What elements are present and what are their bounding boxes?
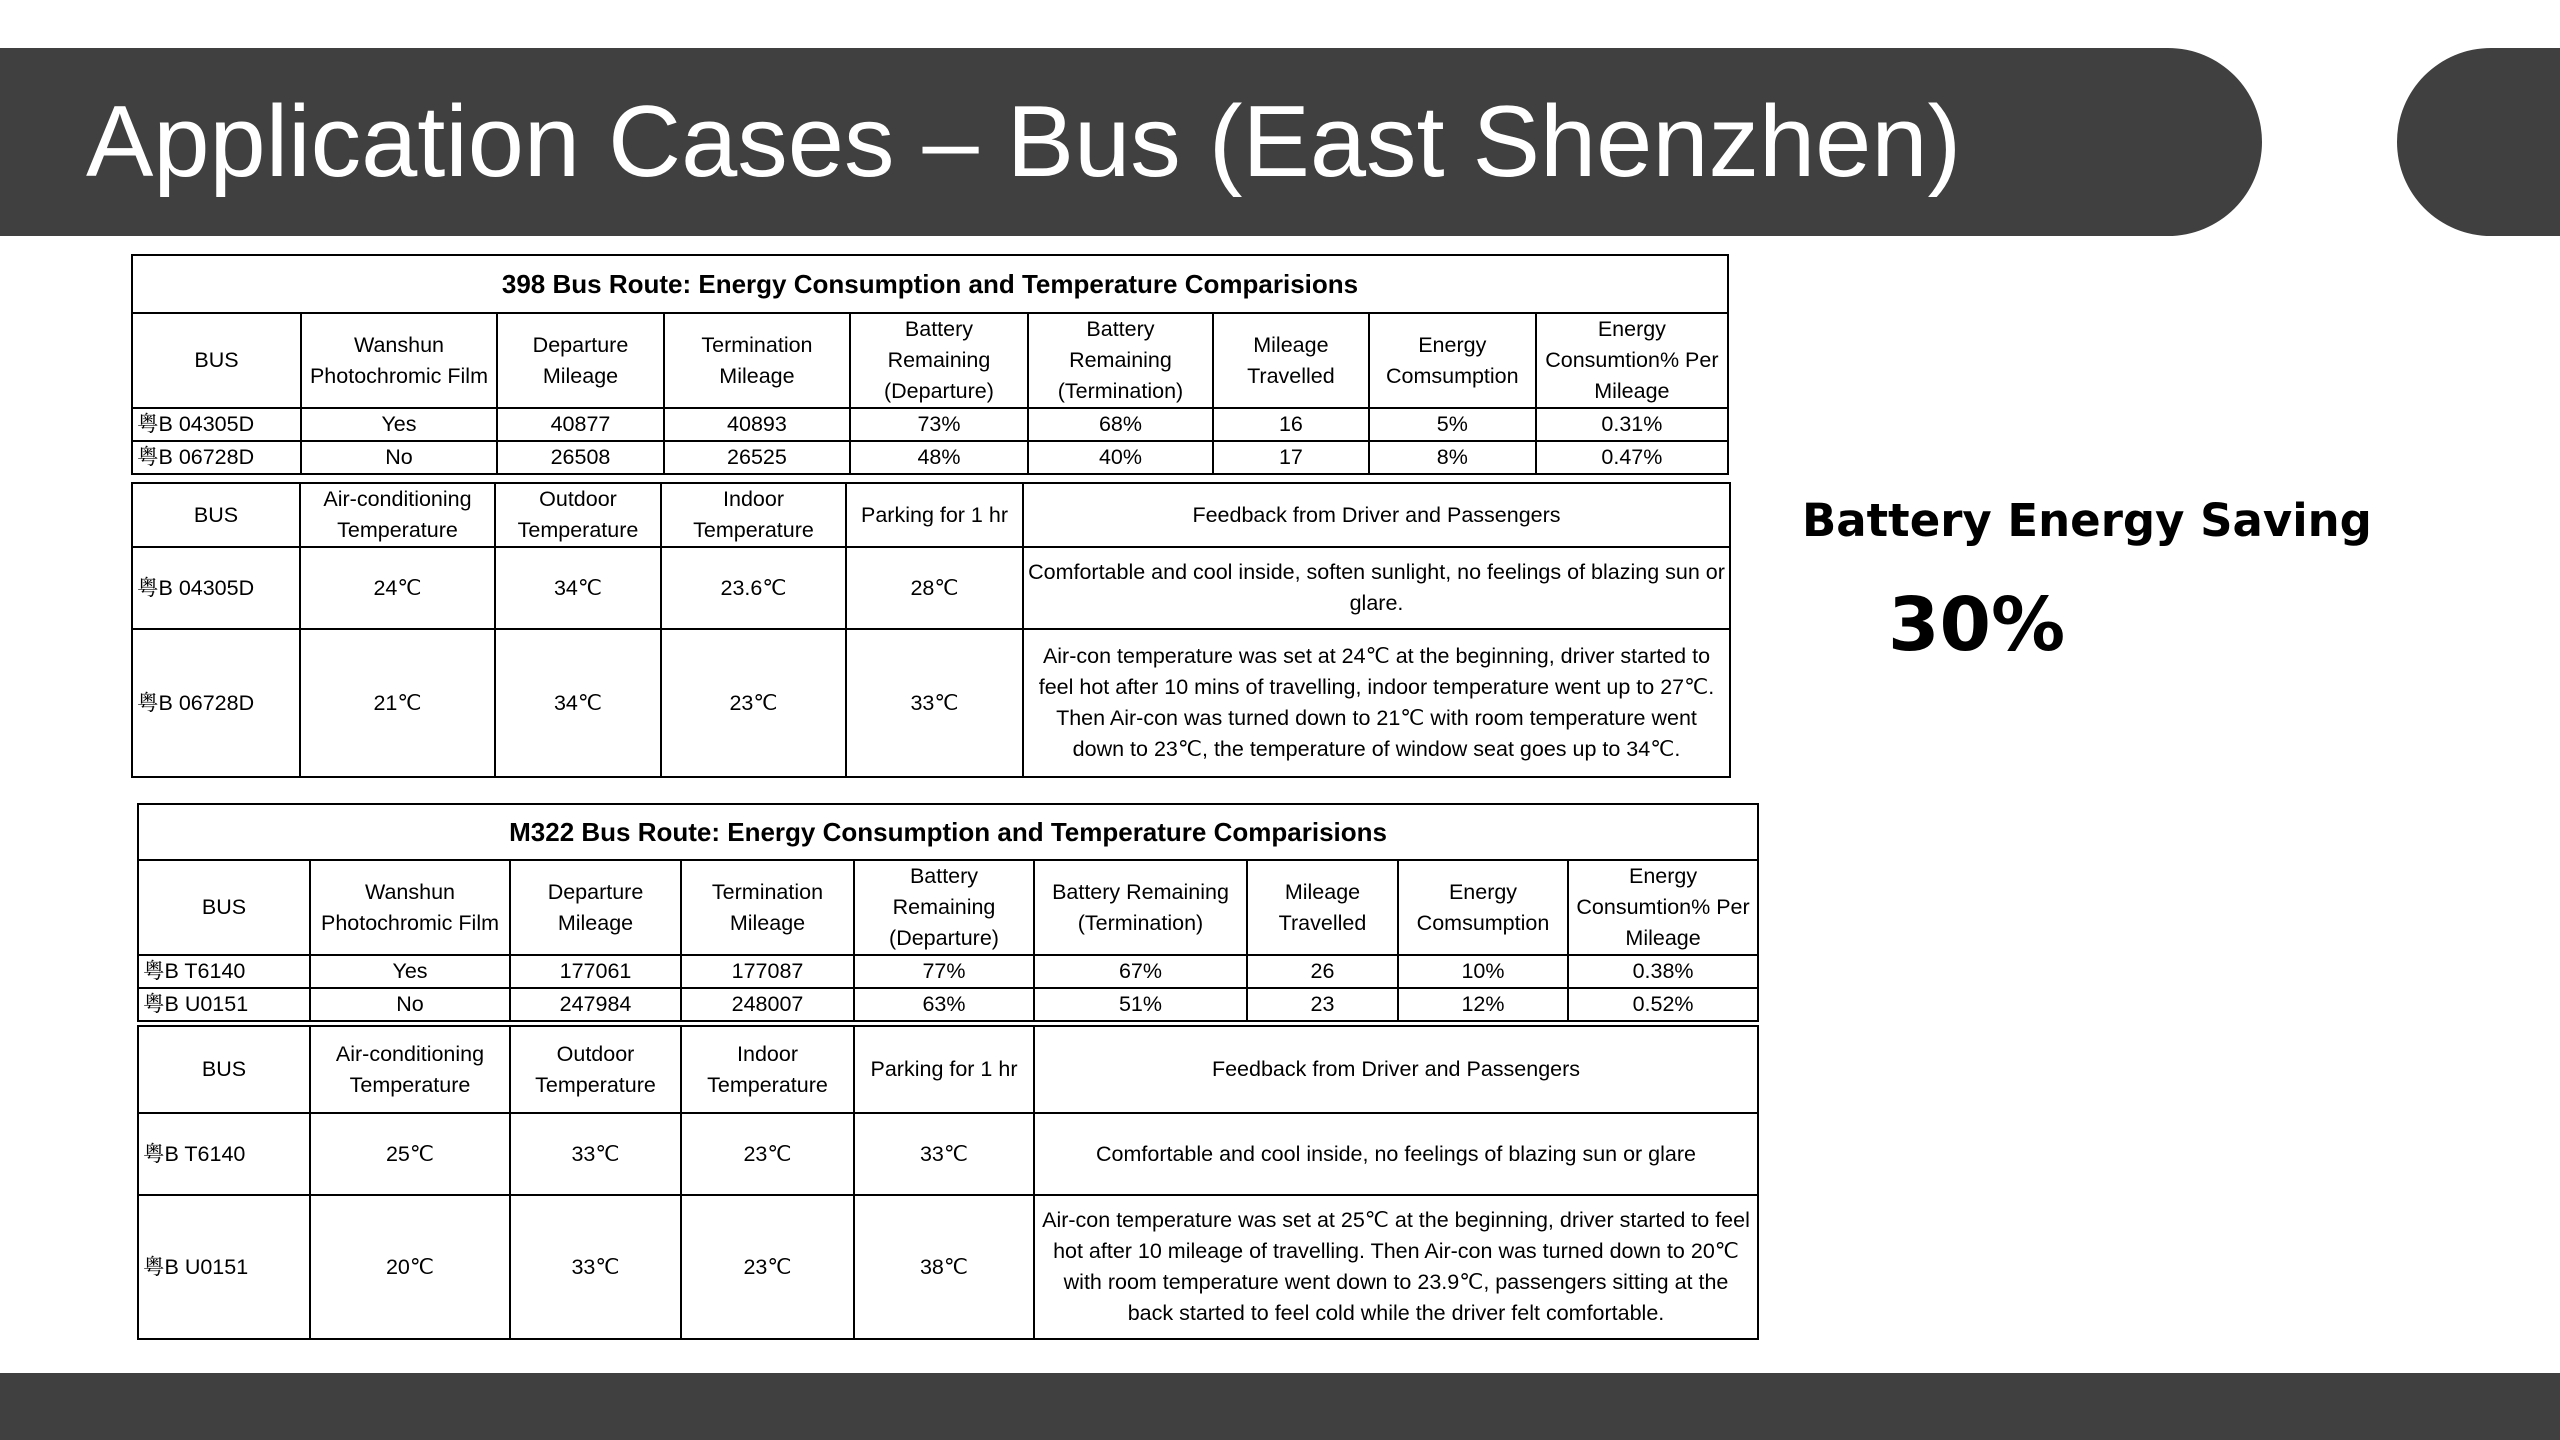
feedback-cell: Air-con temperature was set at 25℃ at the beginning, driver started to feel hot after 10 mileage of travelling. Then Air-con was turned down to 20℃ with room temperature went down to 23.9℃, passengers sitting at the back started to feel cold while the driver felt comfortable. [1034, 1195, 1758, 1339]
table-row [132, 441, 1728, 474]
cell: 25℃ [310, 1113, 510, 1195]
bus-id: 粤B T6140 [138, 955, 310, 988]
cell: 8% [1369, 441, 1536, 474]
cell: 48% [850, 441, 1028, 474]
cell: 17 [1213, 441, 1369, 474]
header-cell: Battery Remaining (Departure) [854, 860, 1034, 955]
cell: Yes [310, 955, 510, 988]
header-cell: Energy Comsumption [1398, 860, 1568, 955]
cell: 40877 [497, 408, 664, 441]
bus-id: 粤B 06728D [132, 629, 300, 777]
header-cell: Outdoor Temperature [510, 1026, 681, 1113]
cell: 33℃ [510, 1195, 681, 1339]
header-cell: Outdoor Temperature [495, 483, 661, 547]
bus-id: 粤B T6140 [138, 1113, 310, 1195]
slide-title: Application Cases – Bus (East Shenzhen) [86, 86, 1962, 198]
header-cell: BUS [132, 483, 300, 547]
header-cell: Feedback from Driver and Passengers [1023, 483, 1730, 547]
feedback-cell: Air-con temperature was set at 24℃ at the beginning, driver started to feel hot after 10 mins of travelling, indoor temperature went up to 27℃. Then Air-con was turned down to 21℃ with room temperature went down to 23℃, the temperature of window seat goes up to 34℃. [1023, 629, 1730, 777]
table-row [138, 955, 1758, 988]
header-cell: Termination Mileage [681, 860, 854, 955]
cell: 67% [1034, 955, 1247, 988]
header-cell: Wanshun Photochromic Film [301, 313, 497, 408]
cell: 20℃ [310, 1195, 510, 1339]
header-cell: Termination Mileage [664, 313, 850, 408]
cell: 73% [850, 408, 1028, 441]
cell: 24℃ [300, 547, 495, 629]
table-row [138, 988, 1758, 1021]
cell: 23℃ [681, 1113, 854, 1195]
cell: 34℃ [495, 629, 661, 777]
header-cell: Departure Mileage [510, 860, 681, 955]
cell: 26 [1247, 955, 1398, 988]
cell: 23℃ [681, 1195, 854, 1339]
cell: 23℃ [661, 629, 846, 777]
cell: 12% [1398, 988, 1568, 1021]
route-m322-energy-table [137, 803, 1759, 1022]
bus-id: 粤B 06728D [132, 441, 301, 474]
header-cell: Feedback from Driver and Passengers [1034, 1026, 1758, 1113]
feedback-cell: Comfortable and cool inside, soften sunlight, no feelings of blazing sun or glare. [1023, 547, 1730, 629]
header-cell: Battery Remaining (Departure) [850, 313, 1028, 408]
header-cell: BUS [138, 860, 310, 955]
header-cell: Wanshun Photochromic Film [310, 860, 510, 955]
footer-bar [0, 1373, 2560, 1440]
route-m322-temperature-table [137, 1025, 1759, 1340]
header-cell: Battery Remaining (Termination) [1034, 860, 1247, 955]
cell: 51% [1034, 988, 1247, 1021]
header-cell: Energy Consumtion% Per Mileage [1568, 860, 1758, 955]
cell: 247984 [510, 988, 681, 1021]
cell: 0.31% [1536, 408, 1728, 441]
header-cell: Departure Mileage [497, 313, 664, 408]
cell: No [301, 441, 497, 474]
table-row [132, 547, 1730, 629]
header-cell: BUS [132, 313, 301, 408]
cell: 77% [854, 955, 1034, 988]
cell: 33℃ [510, 1113, 681, 1195]
cell: 40893 [664, 408, 850, 441]
cell: 33℃ [854, 1113, 1034, 1195]
header-cell: Energy Consumtion% Per Mileage [1536, 313, 1728, 408]
cell: Yes [301, 408, 497, 441]
header-cell: Air-conditioning Temperature [310, 1026, 510, 1113]
route-398-title: 398 Bus Route: Energy Consumption and Temperature Comparisions [132, 255, 1728, 313]
cell: 33℃ [846, 629, 1023, 777]
header-cell: Battery Remaining (Termination) [1028, 313, 1213, 408]
cell: 68% [1028, 408, 1213, 441]
header-cell: Energy Comsumption [1369, 313, 1536, 408]
table-row [132, 629, 1730, 777]
cell: 38℃ [854, 1195, 1034, 1339]
header-cell: Indoor Temperature [681, 1026, 854, 1113]
route-398-temperature-table [131, 482, 1731, 778]
cell: 34℃ [495, 547, 661, 629]
bus-id: 粤B U0151 [138, 988, 310, 1021]
cell: 177061 [510, 955, 681, 988]
route-398-energy-table [131, 254, 1729, 475]
cell: 23 [1247, 988, 1398, 1021]
cell: 177087 [681, 955, 854, 988]
bus-id: 粤B U0151 [138, 1195, 310, 1339]
header-cell: Air-conditioning Temperature [300, 483, 495, 547]
cell: 26525 [664, 441, 850, 474]
decorative-tab-shape [2397, 48, 2560, 236]
bus-id: 粤B 04305D [132, 408, 301, 441]
cell: 28℃ [846, 547, 1023, 629]
cell: 0.38% [1568, 955, 1758, 988]
table-row [138, 1195, 1758, 1339]
cell: 63% [854, 988, 1034, 1021]
header-cell: Indoor Temperature [661, 483, 846, 547]
battery-saving-label: Battery Energy Saving [1802, 494, 2372, 547]
bus-id: 粤B 04305D [132, 547, 300, 629]
cell: 0.52% [1568, 988, 1758, 1021]
header-cell: BUS [138, 1026, 310, 1113]
header-cell: Parking for 1 hr [846, 483, 1023, 547]
cell: 21℃ [300, 629, 495, 777]
header-cell: Parking for 1 hr [854, 1026, 1034, 1113]
table-row [138, 1113, 1758, 1195]
feedback-cell: Comfortable and cool inside, no feelings of blazing sun or glare [1034, 1113, 1758, 1195]
route-m322-title: M322 Bus Route: Energy Consumption and Temperature Comparisions [138, 804, 1758, 860]
cell: 0.47% [1536, 441, 1728, 474]
cell: 16 [1213, 408, 1369, 441]
header-cell: Mileage Travelled [1213, 313, 1369, 408]
cell: 23.6℃ [661, 547, 846, 629]
cell: No [310, 988, 510, 1021]
cell: 40% [1028, 441, 1213, 474]
table-row [132, 408, 1728, 441]
cell: 5% [1369, 408, 1536, 441]
header-cell: Mileage Travelled [1247, 860, 1398, 955]
cell: 26508 [497, 441, 664, 474]
cell: 10% [1398, 955, 1568, 988]
battery-saving-value: 30% [1888, 582, 2066, 668]
cell: 248007 [681, 988, 854, 1021]
